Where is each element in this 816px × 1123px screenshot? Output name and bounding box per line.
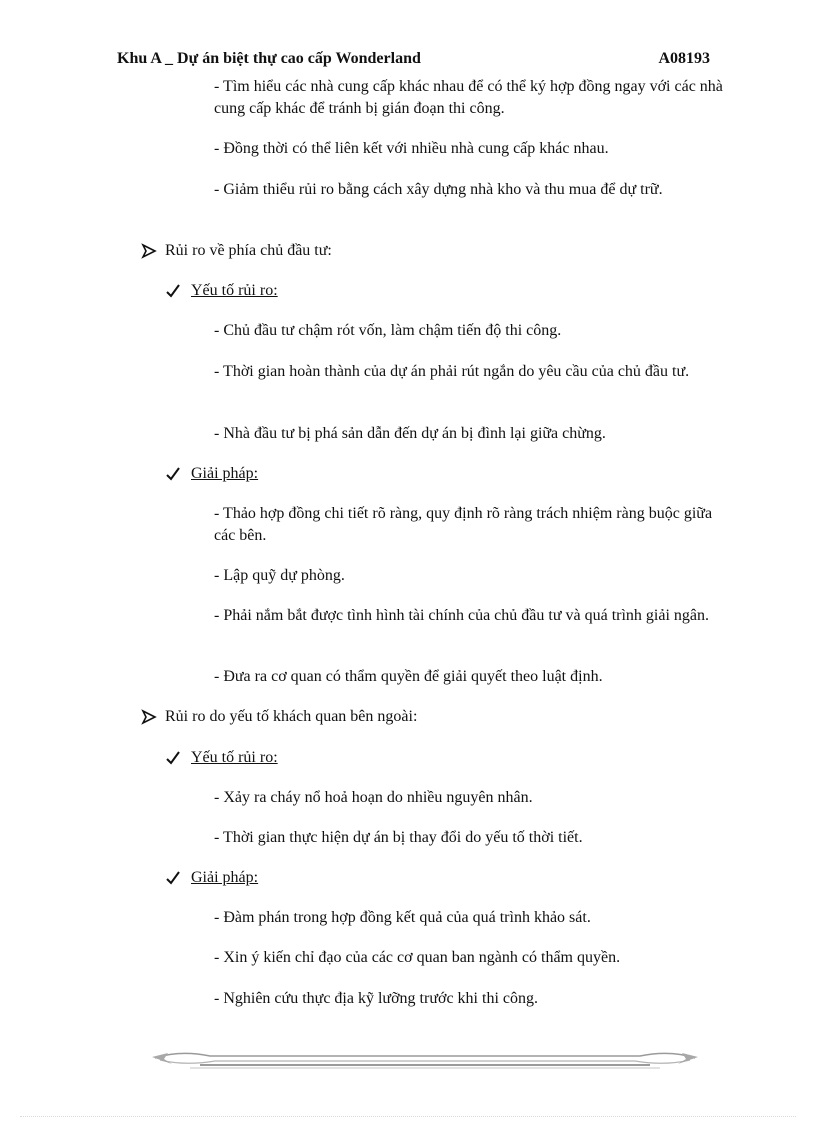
list-item: - Giảm thiểu rủi ro bằng cách xây dựng nhà kho và thu mua để dự trữ.: [214, 181, 663, 198]
subheading-solution-external: [165, 867, 258, 889]
arrow-bullet-icon: [141, 243, 157, 259]
list-item: - Đồng thời có thể liên kết với nhiều nhà cung cấp khác nhau.: [214, 140, 609, 157]
subheading-text: Giải pháp:: [191, 465, 259, 482]
bottom-dotted-rule: [20, 1116, 796, 1117]
header-code: A08193: [658, 50, 710, 67]
page-header: [117, 50, 710, 72]
section-heading-external: [141, 706, 417, 728]
list-item: - Tìm hiểu các nhà cung cấp khác nhau để có thể ký hợp đồng ngay với các nhà cung cấp khác để tránh bị gián đoạn thi công.: [214, 78, 723, 117]
footer-ornament-divider: [150, 1044, 700, 1074]
subheading-text: Yếu tố rủi ro:: [191, 749, 278, 766]
list-item: - Đưa ra cơ quan có thẩm quyền để giải quyết theo luật định.: [214, 668, 603, 685]
checkmark-icon: [165, 750, 181, 766]
list-item: - Phải nắm bắt được tình hình tài chính của chủ đầu tư và quá trình giải ngân.: [214, 607, 710, 624]
list-item: - Thời gian thực hiện dự án bị thay đổi do yếu tố thời tiết.: [214, 829, 583, 846]
section-heading-text: Rủi ro do yếu tố khách quan bên ngoài:: [165, 708, 418, 725]
subheading-solution-owner: [165, 463, 258, 485]
subheading-text: Yếu tố rủi ro:: [191, 282, 278, 299]
section-heading-text: Rủi ro về phía chủ đầu tư:: [165, 242, 332, 259]
list-item: - Nghiên cứu thực địa kỹ lưỡng trước khi thi công.: [214, 990, 538, 1007]
subheading-risk-external: [165, 747, 278, 769]
list-item: - Chủ đầu tư chậm rót vốn, làm chậm tiến độ thi công.: [214, 322, 562, 339]
list-item: - Đàm phán trong hợp đồng kết quả của quá trình khảo sát.: [214, 909, 591, 926]
list-item: - Thời gian hoàn thành của dự án phải rút ngắn do yêu cầu của chủ đầu tư.: [214, 363, 690, 380]
list-item: - Xin ý kiến chỉ đạo của các cơ quan ban ngành có thẩm quyền.: [214, 949, 621, 966]
subheading-text: Giải pháp:: [191, 869, 259, 886]
list-item: - Xảy ra cháy nổ hoả hoạn do nhiều nguyên nhân.: [214, 789, 533, 806]
subheading-risk-owner: [165, 280, 278, 302]
checkmark-icon: [165, 283, 181, 299]
section-heading-owner: [141, 240, 332, 262]
header-title: Khu A _ Dự án biệt thự cao cấp Wonderland: [117, 50, 421, 67]
checkmark-icon: [165, 870, 181, 886]
arrow-bullet-icon: [141, 709, 157, 725]
list-item: - Thảo hợp đồng chi tiết rõ ràng, quy định rõ ràng trách nhiệm ràng buộc giữa các bên.: [214, 505, 713, 544]
checkmark-icon: [165, 466, 181, 482]
list-item: - Lập quỹ dự phòng.: [214, 567, 345, 584]
list-item: - Nhà đầu tư bị phá sản dẫn đến dự án bị đình lại giữa chừng.: [214, 425, 606, 442]
